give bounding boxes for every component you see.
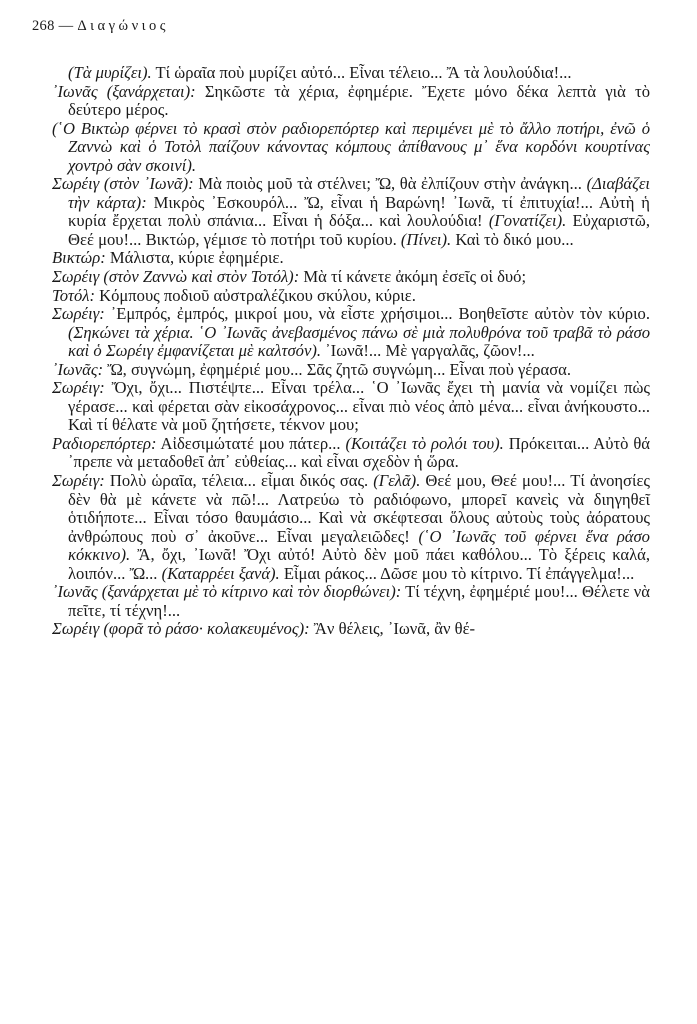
dialogue-paragraph: [52, 620, 650, 639]
dialogue-text: Θεέ μου, Θεέ μου!... Τί ἀνοησίες δὲν θὰ μὲ κάνετε νὰ πῶ!... Λατρεύω τὸ ραδιόφωνο, μπορεῖ κανεὶς νὰ διηγηθεῖ ὁτιδήποτε... Εἶναι τόσο θαυμάσιο... Καὶ νὰ σκέφτεσαι ὅλους αὐτοὺς τοὺς ἀόρατους ἀνθρώπους ποὺ σ᾿ ἀκοῦνε... Εἶναι μεγαλειῶδες!: [68, 471, 650, 546]
stage-direction: [52, 120, 650, 176]
speaker-label: Σωρέιγ (στὸν ᾿Ιωνᾶ):: [52, 174, 194, 194]
dialogue-text: Μὰ ποιὸς μοῦ τὰ στέλνει; Ὤ, θὰ ἐλπίζουν στὴν ἀνάγκη...: [193, 174, 587, 194]
dialogue-text: Μικρὸς ᾿Εσκουρόλ... Ὤ, εἶναι ἡ Βαρώνη! ᾿Ιωνᾶ, τί ἐπιτυχία!... Αὐτὴ ἡ κυρία ἔρχεται πολὺ σπάνια... Εἶναι ἡ δόξα... καὶ λουλούδια!: [68, 192, 650, 231]
dialogue-text: Κόμπους ποδιοῦ αὐστραλέζικου σκύλου, κύριε.: [94, 285, 416, 305]
page-body-text: [52, 64, 650, 639]
speaker-label: ᾿Ιωνᾶς:: [52, 359, 104, 379]
speaker-label: Τοτόλ:: [52, 285, 95, 305]
continued-paragraph: [52, 64, 650, 83]
dialogue-text: ᾿Εμπρός, ἐμπρός, μικροί μου, νὰ εἶστε χρήσιμοι... Βοηθεῖστε αὐτὸν τὸν κύριο.: [104, 304, 650, 324]
dialogue-text: Ὤ, συγνώμη, ἐφημέριέ μου... Σᾶς ζητῶ συγνώμη... Εἶναι ποὺ γέρασα.: [103, 359, 572, 379]
speaker-label: Βικτώρ:: [52, 248, 106, 268]
stage-direction-text: (Σηκώνει τὰ χέρια. ῾Ο ᾿Ιωνᾶς ἀνεβασμένος πάνω σὲ μιὰ πολυθρόνα τοῦ τραβᾶ τὸ ράσο καὶ ὁ Σωρέιγ ἐμφανίζεται μὲ καλτσόν).: [68, 322, 650, 361]
dialogue-text: Σηκῶστε τὰ χέρια, ἐφημέριε. Ἔχετε μόνο δέκα λεπτὰ γιὰ τὸ δεύτερο μέρος.: [68, 81, 650, 120]
speaker-label: ᾿Ιωνᾶς (ξανάρχεται):: [52, 81, 196, 101]
stage-direction-text: (῾Ο ᾿Ιωνᾶς τοῦ φέρνει ἕνα ράσο κόκκινο).: [68, 526, 650, 565]
dialogue-text: Τί τέχνη, ἐφημέριέ μου!... Θέλετε νὰ πεῖτε, τί τέχνη!...: [68, 582, 650, 620]
stage-direction-text: (Πίνει).: [400, 229, 452, 249]
speaker-label: Σωρέιγ (φορᾶ τὸ ράσο· κολακευμένος):: [52, 619, 310, 639]
speaker-label: Ραδιορεπόρτερ:: [52, 433, 157, 453]
stage-direction-text: (Διαβάζει τὴν κάρτα):: [68, 174, 650, 212]
running-head-separator: —: [54, 18, 78, 34]
dialogue-paragraph: [52, 435, 650, 472]
dialogue-paragraph: [52, 379, 650, 435]
dialogue-text: Εἶμαι ράκος... Δῶσε μου τὸ κίτρινο. Τί ἐπάγγελμα!...: [279, 563, 635, 583]
speaker-label: Σωρέιγ:: [52, 471, 105, 491]
dialogue-paragraph: [52, 175, 650, 249]
dialogue-text: Αἰδεσιμώτατέ μου πάτερ...: [156, 433, 346, 453]
dialogue-text: Ἄ, ὄχι, ᾿Ιωνᾶ! Ὄχι αὐτό! Αὐτὸ δὲν μοῦ πάει καθόλου... Τὸ ξέρεις καλά, λοιπόν... Ὤ...: [68, 545, 650, 583]
dialogue-paragraph: [52, 361, 650, 380]
dialogue-paragraph: [52, 249, 650, 268]
dialogue-text: Τί ὡραῖα ποὺ μυρίζει αὐτό... Εἶναι τέλειο... Ἄ τὰ λουλούδια!...: [151, 63, 572, 82]
dialogue-text: Καὶ τὸ δικό μου...: [451, 229, 574, 249]
speaker-label: Σωρέιγ (στὸν Ζαννὼ καὶ στὸν Τοτόλ):: [52, 267, 300, 287]
stage-direction-text: (῾Ο Βικτὼρ φέρνει τὸ κρασὶ στὸν ραδιορεπόρτερ καὶ περιμένει μὲ τὸ ἄλλο ποτήρι, ἐνῶ ὁ Ζαννὼ καὶ ὁ Τοτὸλ παίζουν κάνοντας κόμπους ἀπίθανους μ᾿ ἕνα κορδόνι κουρτίνας χοντρὸ σὰν σκοινί).: [52, 118, 650, 175]
stage-direction-text: (Τὰ μυρίζει).: [68, 63, 152, 82]
speaker-label: Σωρέιγ:: [52, 304, 105, 324]
dialogue-text: Εὐχαριστῶ, Θεέ μου!... Βικτώρ, γέμισε τὸ ποτήρι τοῦ κυρίου.: [68, 211, 651, 249]
stage-direction-text: (Καταρρέει ξανά).: [161, 563, 280, 583]
dialogue-text: Μάλιστα, κύριε ἐφημέριε.: [105, 248, 284, 268]
dialogue-paragraph: [52, 305, 650, 361]
speaker-label: Σωρέιγ:: [52, 378, 105, 398]
dialogue-text: Ὄχι, ὄχι... Πιστέψτε... Εἶναι τρέλα... ῾Ο ᾿Ιωνᾶς ἔχει τὴ μανία νὰ νομίζει πὼς γέρασε... καὶ φέρεται σὰν εἰκοσάχρονος... εἶναι πιὸ νέος ἀπὸ μένα... εἶναι ἀνήκουστο... Καὶ τί θέλατε νὰ μοῦ ζητήσετε, τέκνον μου;: [68, 378, 650, 435]
running-head: [32, 18, 169, 35]
dialogue-text: Ἂν θέλεις, ᾿Ιωνᾶ, ἂν θέ-: [309, 619, 476, 639]
dialogue-text: ᾿Ιωνᾶ!... Μὲ γαργαλᾶς, ζῶον!...: [321, 341, 535, 361]
dialogue-paragraph: [52, 287, 650, 306]
dialogue-paragraph: [52, 472, 650, 583]
dialogue-text: Πολὺ ὡραῖα, τέλεια... εἶμαι δικός σας.: [104, 471, 374, 491]
dialogue-text: Πρόκειται... Αὐτὸ θά ᾿πρεπε νὰ μεταδοθεῖ ἀπ᾿ εὐθείας... καὶ εἶναι σχεδὸν ἡ ὥρα.: [68, 433, 650, 472]
running-head-title: Διαγώνιος: [77, 18, 170, 34]
dialogue-paragraph: [52, 83, 650, 120]
stage-direction-text: (Κοιτάζει τὸ ρολόι του).: [345, 433, 504, 453]
stage-direction-text: (Γελᾶ).: [373, 471, 421, 491]
dialogue-paragraph: [52, 268, 650, 287]
speaker-label: ᾿Ιωνᾶς (ξανάρχεται μὲ τὸ κίτρινο καὶ τὸν διορθώνει):: [52, 582, 402, 602]
dialogue-text: Μὰ τί κάνετε ἀκόμη ἐσεῖς οἱ δυό;: [299, 267, 527, 287]
stage-direction-text: (Γονατίζει).: [488, 211, 567, 231]
dialogue-paragraph: [52, 583, 650, 620]
page-number: 268: [32, 18, 55, 34]
